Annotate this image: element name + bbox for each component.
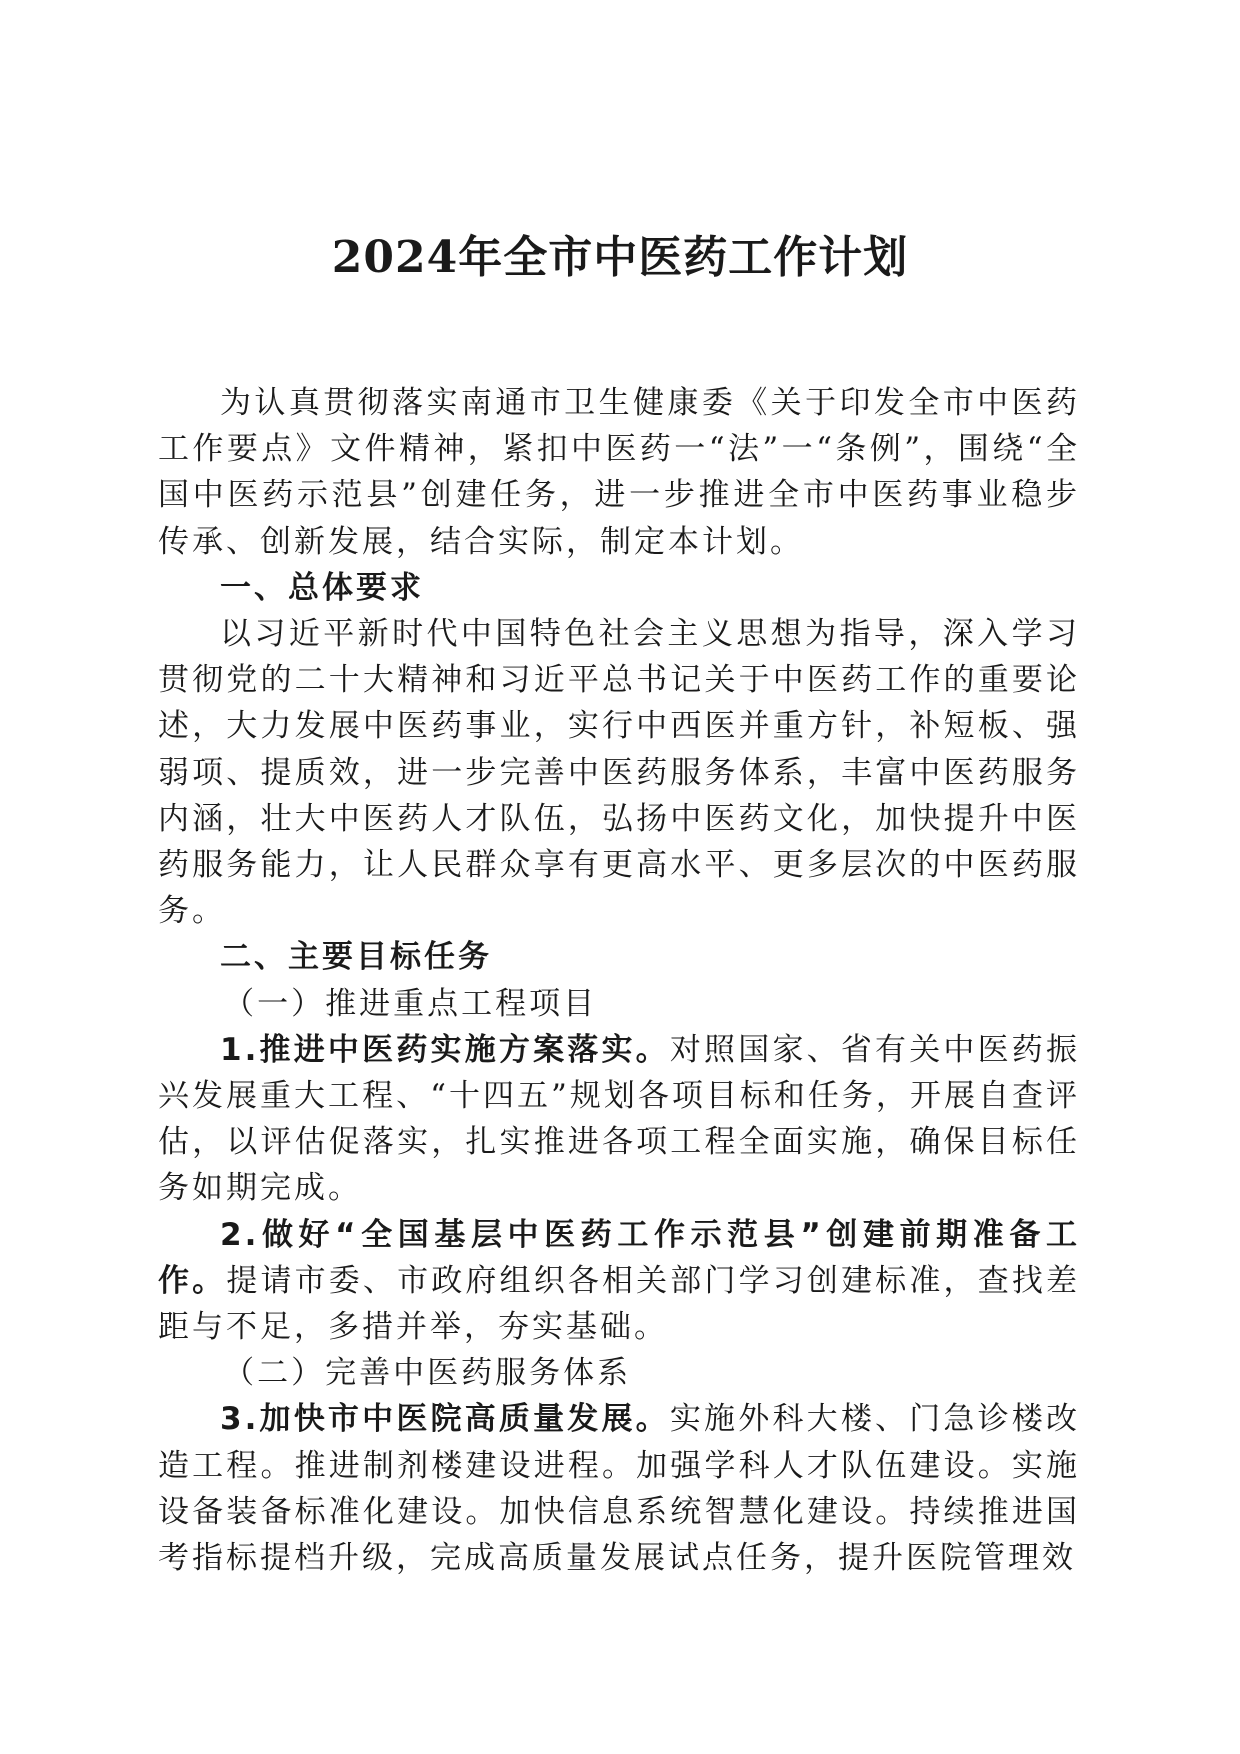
task-item-2-text: 提请市委、市政府组织各相关部门学习创建标准，查找差距与不足，多措并举，夯实基础。 xyxy=(158,1262,1081,1346)
intro-paragraph: 为认真贯彻落实南通市卫生健康委《关于印发全市中医药工作要点》文件精神，紧扣中医药一“法”一“条例”，围绕“全国中医药示范县”创建任务，进一步推进全市中医药事业稳步传承、创新发展，结合实际，制定本计划。 xyxy=(158,385,1080,560)
task-item-1 xyxy=(158,1027,1080,1212)
section-heading-overall-requirements: 一、总体要求 xyxy=(220,569,424,606)
task-item-1-lead: 1.推进中医药实施方案落实。 xyxy=(220,1031,670,1068)
task-item-3 xyxy=(158,1396,1080,1581)
task-item-1-text: 对照国家、省有关中医药振兴发展重大工程、“十四五”规划各项目标和任务，开展自查评估，以评估促落实，扎实推进各项工程全面实施，确保目标任务如期完成。 xyxy=(158,1031,1080,1207)
section-heading-main-tasks: 二、主要目标任务 xyxy=(220,939,492,976)
overall-requirements-paragraph: 以习近平新时代中国特色社会主义思想为指导，深入学习贯彻党的二十大精神和习近平总书记关于中医药工作的重要论述，大力发展中医药事业，实行中西医并重方针，补短板、强弱项、提质效，进一步完善中医药服务体系，丰富中医药服务内涵，壮大中医药人才队伍，弘扬中医药文化，加快提升中医药服务能力，让人民群众享有更高水平、更多层次的中医药服务。 xyxy=(158,616,1080,930)
document-title: 2024年全市中医药工作计划 xyxy=(331,232,909,283)
subsection-heading-key-projects: （一）推进重点工程项目 xyxy=(223,985,598,1022)
task-item-3-lead: 3.加快市中医院高质量发展。 xyxy=(220,1401,670,1438)
document-body xyxy=(158,380,1080,1581)
subsection-heading-service-system: （二）完善中医药服务体系 xyxy=(223,1355,632,1392)
task-item-2 xyxy=(158,1212,1080,1351)
task-item-2-lead: 2.做好“全国基层中医药工作示范县”创建前期准备工作。 xyxy=(158,1216,1080,1299)
task-item-3-text: 实施外科大楼、门急诊楼改造工程。推进制剂楼建设进程。加强学科人才队伍建设。实施设备装备标准化建设。加快信息系统智慧化建设。持续推进国考指标提档升级，完成高质量发展试点任务，提升医院管理效 xyxy=(158,1401,1080,1577)
